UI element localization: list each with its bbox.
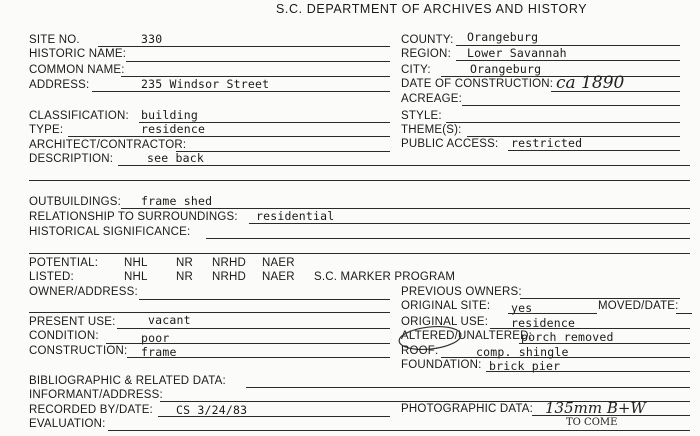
roof-line: [441, 357, 690, 358]
themes-label: THEME(S):: [401, 124, 462, 136]
significance-line-2: [29, 253, 690, 254]
altered-label: ALTERED/UNALTERED:: [401, 330, 532, 342]
moved-date-line: [676, 313, 692, 314]
city-label: CITY:: [401, 64, 431, 76]
condition-label: CONDITION:: [29, 330, 99, 342]
date-of-construction-line: [551, 91, 680, 92]
relationship-value: residential: [256, 209, 335, 223]
outbuildings-value: frame shed: [141, 194, 213, 208]
foundation-value: brick pier: [489, 359, 561, 373]
previous-owners-line: [520, 298, 680, 299]
public-access-line: [508, 150, 680, 151]
site-no-value: 330: [141, 32, 163, 46]
owner-address-line-1: [139, 299, 390, 300]
site-no-line: [98, 46, 390, 47]
address-value: 235 Windsor Street: [141, 77, 270, 91]
potential-nhl: NHL: [124, 257, 148, 269]
photographic-label: PHOTOGRAPHIC DATA:: [401, 403, 534, 415]
photographic-handwritten: 135mm B+W: [545, 399, 646, 417]
acreage-label: ACREAGE:: [401, 93, 463, 105]
altered-value: porch removed: [521, 330, 614, 344]
owner-address-label: OWNER/ADDRESS:: [29, 286, 138, 298]
recorded-by-line: [158, 416, 390, 417]
construction-line: [127, 357, 390, 358]
original-site-value: yes: [511, 301, 533, 315]
listed-nr: NR: [176, 271, 194, 283]
listed-nhl: NHL: [124, 271, 148, 283]
description-line-2: [29, 180, 690, 181]
significance-line-1: [206, 238, 690, 239]
page-title: S.C. DEPARTMENT OF ARCHIVES AND HISTORY: [276, 2, 588, 16]
photographic-note: TO COME: [566, 417, 618, 428]
style-label: STYLE:: [401, 110, 442, 122]
region-line: [456, 60, 680, 61]
significance-label: HISTORICAL SIGNIFICANCE:: [29, 226, 191, 238]
type-value: residence: [141, 122, 206, 136]
style-line: [446, 122, 680, 123]
evaluation-line: [108, 430, 690, 431]
common-name-label: COMMON NAME:: [29, 64, 125, 76]
relationship-line: [249, 223, 690, 224]
recorded-by-value: CS 3/24/83: [176, 403, 248, 417]
potential-label: POTENTIAL:: [29, 257, 99, 269]
classification-value: building: [141, 108, 198, 122]
evaluation-label: EVALUATION:: [29, 418, 106, 430]
public-access-label: PUBLIC ACCESS:: [401, 138, 499, 150]
original-site-label: ORIGINAL SITE:: [401, 300, 491, 312]
historic-name-line: [126, 61, 390, 62]
original-use-line: [490, 328, 690, 329]
original-use-value: residence: [511, 316, 576, 330]
architect-label: ARCHITECT/CONTRACTOR:: [29, 139, 187, 151]
type-line: [68, 136, 390, 137]
original-use-label: ORIGINAL USE:: [401, 316, 489, 328]
county-label: COUNTY:: [401, 34, 454, 46]
relationship-label: RELATIONSHIP TO SURROUNDINGS:: [29, 211, 238, 223]
site-no-label: SITE NO.: [29, 34, 80, 46]
informant-label: INFORMANT/ADDRESS:: [29, 389, 163, 401]
roof-value: comp. shingle: [476, 345, 569, 359]
present-use-line: [117, 328, 390, 329]
condition-line: [106, 343, 390, 344]
previous-owners-label: PREVIOUS OWNERS:: [401, 286, 522, 298]
region-value: Lower Savannah: [467, 46, 567, 60]
moved-date-label: MOVED/DATE:: [598, 300, 679, 312]
outbuildings-line: [121, 208, 690, 209]
owner-address-line-2: [29, 312, 390, 313]
historic-name-label: HISTORIC NAME:: [29, 48, 127, 60]
roof-label: ROOF:: [401, 345, 439, 357]
listed-nrhd: NRHD: [212, 271, 247, 283]
bibliographic-line: [246, 387, 690, 388]
bibliographic-label: BIBLIOGRAPHIC & RELATED DATA:: [29, 375, 226, 387]
date-of-construction-handwritten: ca 1890: [556, 73, 625, 93]
altered-line: [519, 343, 690, 344]
county-value: Orangeburg: [467, 30, 539, 44]
date-of-construction-label: DATE OF CONSTRUCTION:: [401, 78, 554, 90]
architect-line: [176, 151, 390, 152]
construction-label: CONSTRUCTION:: [29, 345, 128, 357]
description-label: DESCRIPTION:: [29, 153, 114, 165]
photographic-line: [532, 415, 690, 416]
present-use-value: vacant: [148, 313, 191, 327]
potential-nr: NR: [176, 257, 194, 269]
condition-value: poor: [141, 331, 170, 345]
address-label: ADDRESS:: [29, 79, 90, 91]
original-site-line: [508, 313, 597, 314]
city-value: Orangeburg: [470, 62, 542, 76]
description-line-1: [118, 165, 690, 166]
public-access-value: restricted: [511, 136, 583, 150]
listed-naer: NAER: [262, 271, 295, 283]
recorded-by-label: RECORDED BY/DATE:: [29, 404, 153, 416]
type-label: TYPE:: [29, 124, 64, 136]
marker-program-label: S.C. MARKER PROGRAM: [314, 271, 456, 283]
address-line: [92, 91, 390, 92]
outbuildings-label: OUTBUILDINGS:: [29, 196, 122, 208]
present-use-label: PRESENT USE:: [29, 316, 116, 328]
foundation-label: FOUNDATION:: [401, 359, 482, 371]
acreage-line: [462, 105, 680, 106]
region-label: REGION:: [401, 48, 451, 60]
potential-naer: NAER: [262, 257, 295, 269]
potential-nrhd: NRHD: [212, 257, 247, 269]
classification-label: CLASSIFICATION:: [29, 110, 129, 122]
foundation-line: [486, 371, 690, 372]
construction-value: frame: [141, 345, 177, 359]
description-value: see back: [147, 151, 204, 165]
listed-label: LISTED:: [29, 271, 74, 283]
